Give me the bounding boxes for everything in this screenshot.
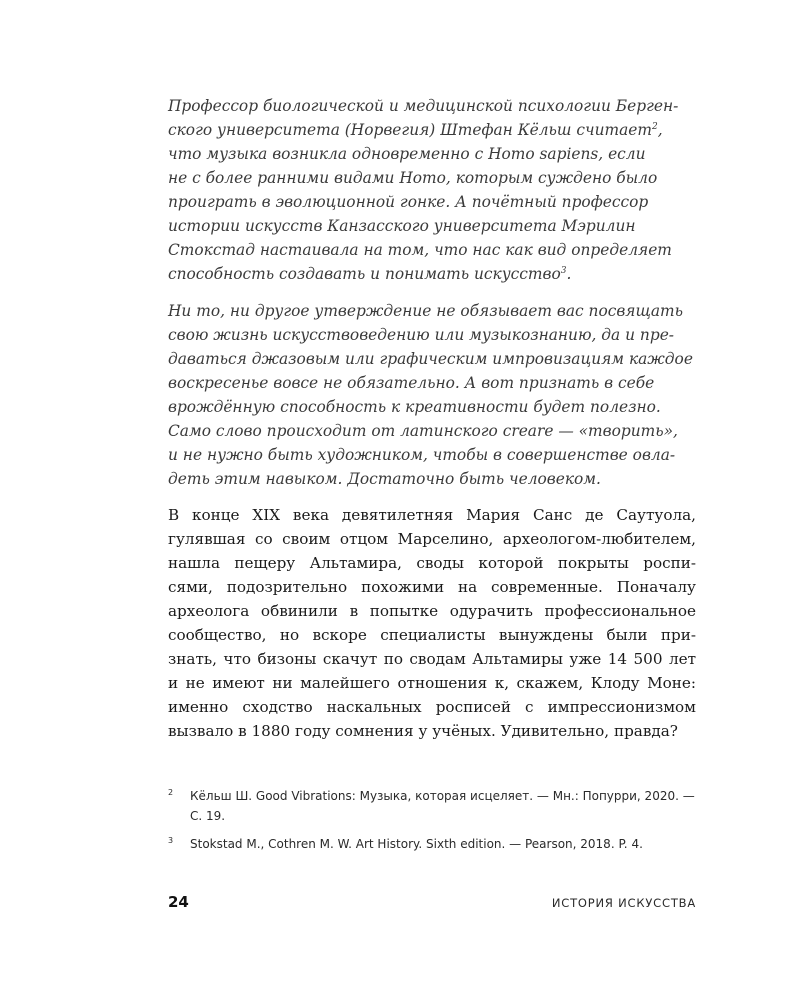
quote-line: проиграть в эволюционной гонке. А почётный профессор (168, 193, 649, 211)
running-head: ИСТОРИЯ ИСКУССТВА (551, 896, 696, 910)
quote-line: Само слово происходит от латинского creare — «творить», (168, 422, 678, 440)
quote-line: Профессор биологической и медицинской психологии Берген- (168, 97, 679, 115)
body-line: знать, что бизоны скачут по сводам Альтамиры уже 14 500 лет (168, 650, 696, 668)
body-line: именно сходство наскальных росписей с импрессионизмом (168, 698, 696, 716)
quote-line: воскресенье вовсе не обязательно. А вот признать в себе (168, 374, 655, 392)
quote-line: ского университета (Норвегия) Штефан Кёльш считает$^2$, (168, 121, 663, 139)
page-number: 24 (168, 893, 189, 911)
footnote-number: 3 (168, 836, 174, 845)
quote-line: не с более ранними видами Homo, которым суждено было (168, 169, 658, 187)
quote-line: истории искусств Канзасского университета Мэрилин (168, 217, 636, 235)
quote-line: Ни то, ни другое утверждение не обязывает вас посвящать (168, 302, 684, 320)
body-line: сями, подозрительно похожими на современные. Поначалу (168, 578, 696, 596)
body-line: гулявшая со своим отцом Марселино, археологом-любителем, (168, 530, 696, 548)
footnote-number: 2 (168, 788, 174, 797)
body-line: нашла пещеру Альтамира, своды которой покрыты роспи- (168, 554, 696, 572)
footnote-ref[interactable]: 2 (651, 121, 658, 132)
quote-line: деть этим навыком. Достаточно быть человеком. (168, 470, 601, 488)
quote-line: и не нужно быть художником, чтобы в совершенстве овла- (168, 446, 676, 464)
footnote-text: Stokstad M., Cothren M. W. Art History. Sixth edition. — Pearson, 2018. P. 4. (190, 837, 643, 851)
body-line: вызвало в 1880 году сомнения у учёных. Удивительно, правда? (168, 722, 678, 740)
quote-line: врождённую способность к креативности будет полезно. (168, 398, 661, 416)
italic-intro-block (168, 94, 698, 504)
quote-paragraph-1 (168, 94, 698, 286)
quote-line: способность создавать и понимать искусство$^3$. (168, 265, 572, 283)
footnote-item (168, 786, 696, 826)
body-line: археолога обвинили в попытке одурачить профессиональное (168, 602, 696, 620)
body-line: В конце XIX века девятилетняя Мария Санс де Саутуола, (168, 506, 696, 524)
body-line: и не имеют ни малейшего отношения к, скажем, Клоду Моне: (168, 674, 696, 692)
body-line: сообщество, но вскоре специалисты вынуждены были при- (168, 626, 696, 644)
footnote-item (168, 834, 696, 854)
body-paragraph (168, 503, 696, 743)
footnote-ref[interactable]: 3 (560, 265, 567, 276)
footnotes (168, 786, 696, 862)
quote-line: свою жизнь искусствоведению или музыкознанию, да и пре- (168, 326, 675, 344)
quote-paragraph-2 (168, 299, 698, 491)
quote-line: Стокстад настаивала на том, что нас как вид определяет (168, 241, 672, 259)
quote-line: что музыка возникла одновременно с Homo sapiens, если (168, 145, 646, 163)
footnote-text: Кёльш Ш. Good Vibrations: Музыка, которая исцеляет. — Мн.: Попурри, 2020. — С. 19. (190, 789, 695, 823)
quote-line: даваться джазовым или графическим импровизациям каждое (168, 350, 693, 368)
